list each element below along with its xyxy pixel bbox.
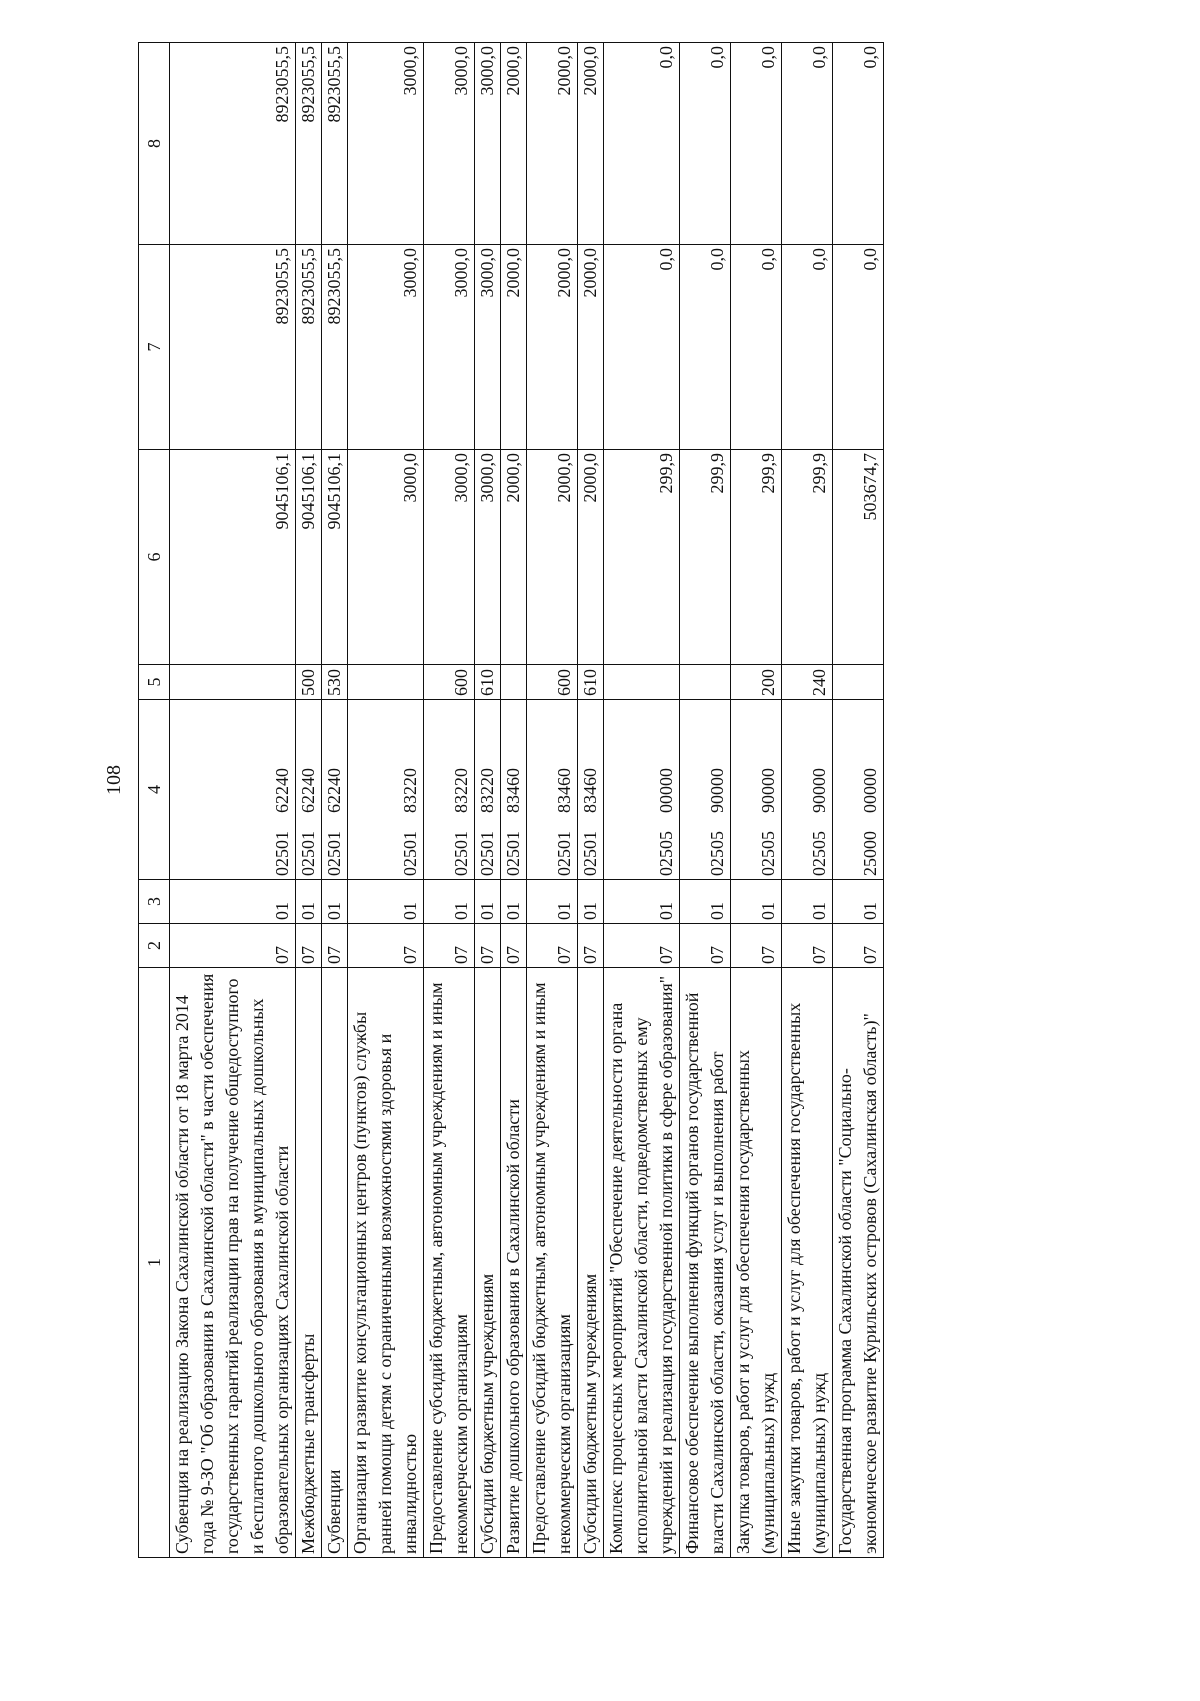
target-article-cell: [782, 700, 833, 880]
section-code-cell: 07: [296, 924, 322, 968]
amount-col-7-cell: 8923055,5: [170, 245, 296, 450]
target-article-part-a: 02501: [324, 831, 344, 876]
target-article-cell: [475, 700, 501, 880]
table-body: [170, 43, 884, 1558]
target-article-part-b: 90000: [758, 768, 778, 813]
row-name-cell: Субсидии бюджетным учреждениям: [578, 968, 604, 1558]
target-article-part-a: 25000: [860, 831, 880, 876]
target-article-part-b: 83220: [477, 768, 497, 813]
subsection-code-cell: 01: [322, 880, 348, 924]
amount-col-6-cell: 3000,0: [475, 450, 501, 665]
header-col-7: 7: [139, 245, 170, 450]
target-article-cell: [296, 700, 322, 880]
table-row: [501, 43, 527, 1558]
target-article-cell: [680, 700, 731, 880]
subsection-code-cell: 01: [680, 880, 731, 924]
expense-type-cell: [833, 665, 884, 700]
table-row: [424, 43, 475, 1558]
row-name-cell: Финансовое обеспечение выполнения функций органов государственной власти Сахалинской области, оказания услуг и выполнения работ: [680, 968, 731, 1558]
amount-col-8-cell: 3000,0: [348, 43, 424, 245]
amount-col-7-cell: 8923055,5: [296, 245, 322, 450]
amount-col-7-cell: 0,0: [833, 245, 884, 450]
amount-col-8-cell: 2000,0: [527, 43, 578, 245]
amount-col-6-cell: 503674,7: [833, 450, 884, 665]
row-name-cell: Субсидии бюджетным учреждениям: [475, 968, 501, 1558]
table-row: [475, 43, 501, 1558]
table-row: [782, 43, 833, 1558]
target-article-cell: [501, 700, 527, 880]
section-code-cell: 07: [604, 924, 680, 968]
amount-col-7-cell: 3000,0: [475, 245, 501, 450]
rotated-table-wrapper: [138, 42, 884, 1558]
amount-col-6-cell: 9045106,1: [296, 450, 322, 665]
target-article-cell: [604, 700, 680, 880]
amount-col-7-cell: 2000,0: [501, 245, 527, 450]
table-row: [527, 43, 578, 1558]
budget-table: [138, 42, 884, 1558]
expense-type-cell: [501, 665, 527, 700]
section-code-cell: 07: [833, 924, 884, 968]
section-code-cell: 07: [731, 924, 782, 968]
target-article-part-a: 02505: [809, 831, 829, 876]
expense-type-cell: [680, 665, 731, 700]
section-code-cell: 07: [424, 924, 475, 968]
amount-col-8-cell: 2000,0: [501, 43, 527, 245]
target-article-part-a: 02501: [451, 831, 471, 876]
table-row: [833, 43, 884, 1558]
amount-col-7-cell: 2000,0: [527, 245, 578, 450]
amount-col-7-cell: 3000,0: [348, 245, 424, 450]
target-article-part-a: 02501: [298, 831, 318, 876]
section-code-cell: 07: [322, 924, 348, 968]
section-code-cell: 07: [170, 924, 296, 968]
expense-type-cell: [604, 665, 680, 700]
target-article-part-b: 62240: [298, 768, 318, 813]
target-article-part-b: 62240: [272, 768, 292, 813]
header-col-8: 8: [139, 43, 170, 245]
header-col-1: 1: [139, 968, 170, 1558]
amount-col-8-cell: 0,0: [604, 43, 680, 245]
expense-type-cell: 530: [322, 665, 348, 700]
header-col-6: 6: [139, 450, 170, 665]
amount-col-6-cell: 2000,0: [527, 450, 578, 665]
row-name-cell: Организация и развитие консультационных центров (пунктов) службы ранней помощи детям с ограниченными возможностями здоровья и инвалидностью: [348, 968, 424, 1558]
subsection-code-cell: 01: [424, 880, 475, 924]
row-name-cell: Иные закупки товаров, работ и услуг для обеспечения государственных (муниципальных) нужд: [782, 968, 833, 1558]
amount-col-7-cell: 0,0: [680, 245, 731, 450]
amount-col-6-cell: 299,9: [782, 450, 833, 665]
target-article-cell: [833, 700, 884, 880]
target-article-cell: [322, 700, 348, 880]
amount-col-6-cell: 2000,0: [578, 450, 604, 665]
target-article-part-a: 02501: [503, 831, 523, 876]
header-col-4: 4: [139, 700, 170, 880]
section-code-cell: 07: [501, 924, 527, 968]
subsection-code-cell: 01: [604, 880, 680, 924]
target-article-part-a: 02505: [758, 831, 778, 876]
target-article-part-a: 02501: [580, 831, 600, 876]
amount-col-6-cell: 2000,0: [501, 450, 527, 665]
expense-type-cell: 600: [527, 665, 578, 700]
target-article-part-a: 02501: [554, 831, 574, 876]
page-number: 108: [103, 765, 125, 795]
table-row: [604, 43, 680, 1558]
expense-type-cell: [170, 665, 296, 700]
row-name-cell: Предоставление субсидий бюджетным, автономным учреждениям и иным некоммерческим организациям: [527, 968, 578, 1558]
expense-type-cell: 200: [731, 665, 782, 700]
table-row: [680, 43, 731, 1558]
subsection-code-cell: 01: [782, 880, 833, 924]
amount-col-8-cell: 8923055,5: [170, 43, 296, 245]
target-article-part-a: 02501: [400, 831, 420, 876]
target-article-part-a: 02501: [477, 831, 497, 876]
row-name-cell: Субвенция на реализацию Закона Сахалинской области от 18 марта 2014 года № 9-ЗО "Об образовании в Сахалинской области" в части обеспечения государственных гарантий реализации прав на получение общедоступного и бесплатного дошкольного образования в муниципальных дошкольных образовательных организациях Сахалинской области: [170, 968, 296, 1558]
row-name-cell: Развитие дошкольного образования в Сахалинской области: [501, 968, 527, 1558]
amount-col-8-cell: 3000,0: [475, 43, 501, 245]
target-article-part-b: 62240: [324, 768, 344, 813]
target-article-part-b: 00000: [860, 768, 880, 813]
expense-type-cell: 610: [475, 665, 501, 700]
amount-col-8-cell: 0,0: [680, 43, 731, 245]
amount-col-7-cell: 0,0: [782, 245, 833, 450]
amount-col-8-cell: 2000,0: [578, 43, 604, 245]
amount-col-8-cell: 0,0: [833, 43, 884, 245]
expense-type-cell: 610: [578, 665, 604, 700]
target-article-part-b: 90000: [809, 768, 829, 813]
expense-type-cell: 240: [782, 665, 833, 700]
target-article-cell: [348, 700, 424, 880]
target-article-part-b: 83220: [400, 768, 420, 813]
subsection-code-cell: 01: [731, 880, 782, 924]
amount-col-6-cell: 9045106,1: [170, 450, 296, 665]
subsection-code-cell: 01: [578, 880, 604, 924]
target-article-cell: [578, 700, 604, 880]
amount-col-6-cell: 299,9: [604, 450, 680, 665]
target-article-part-b: 83460: [503, 768, 523, 813]
expense-type-cell: [348, 665, 424, 700]
amount-col-6-cell: 9045106,1: [322, 450, 348, 665]
amount-col-7-cell: 0,0: [604, 245, 680, 450]
row-name-cell: Государственная программа Сахалинской области "Социально-экономическое развитие Курильских островов (Сахалинская область)": [833, 968, 884, 1558]
section-code-cell: 07: [348, 924, 424, 968]
section-code-cell: 07: [527, 924, 578, 968]
amount-col-6-cell: 3000,0: [348, 450, 424, 665]
target-article-cell: [527, 700, 578, 880]
amount-col-8-cell: 0,0: [782, 43, 833, 245]
row-name-cell: Предоставление субсидий бюджетным, автономным учреждениям и иным некоммерческим организациям: [424, 968, 475, 1558]
amount-col-8-cell: 3000,0: [424, 43, 475, 245]
row-name-cell: Комплекс процессных мероприятий "Обеспечение деятельности органа исполнительной власти Сахалинской области, подведомственных ему учреждений и реализация государственной политики в сфере образования": [604, 968, 680, 1558]
header-col-2: 2: [139, 924, 170, 968]
section-code-cell: 07: [782, 924, 833, 968]
amount-col-8-cell: 0,0: [731, 43, 782, 245]
table-row: [322, 43, 348, 1558]
target-article-part-a: 02505: [656, 831, 676, 876]
amount-col-7-cell: 2000,0: [578, 245, 604, 450]
header-row: [139, 43, 170, 1558]
amount-col-6-cell: 3000,0: [424, 450, 475, 665]
section-code-cell: 07: [475, 924, 501, 968]
subsection-code-cell: 01: [501, 880, 527, 924]
target-article-cell: [170, 700, 296, 880]
header-col-5: 5: [139, 665, 170, 700]
target-article-part-a: 02505: [707, 831, 727, 876]
amount-col-7-cell: 3000,0: [424, 245, 475, 450]
subsection-code-cell: 01: [170, 880, 296, 924]
amount-col-6-cell: 299,9: [731, 450, 782, 665]
row-name-cell: Межбюджетные трансферты: [296, 968, 322, 1558]
target-article-part-b: 83460: [554, 768, 574, 813]
target-article-part-b: 90000: [707, 768, 727, 813]
amount-col-7-cell: 0,0: [731, 245, 782, 450]
target-article-part-b: 00000: [656, 768, 676, 813]
table-row: [170, 43, 296, 1558]
target-article-cell: [424, 700, 475, 880]
expense-type-cell: 600: [424, 665, 475, 700]
subsection-code-cell: 01: [296, 880, 322, 924]
subsection-code-cell: 01: [833, 880, 884, 924]
amount-col-6-cell: 299,9: [680, 450, 731, 665]
amount-col-8-cell: 8923055,5: [296, 43, 322, 245]
expense-type-cell: 500: [296, 665, 322, 700]
target-article-part-a: 02501: [272, 831, 292, 876]
target-article-cell: [731, 700, 782, 880]
subsection-code-cell: 01: [475, 880, 501, 924]
row-name-cell: Закупка товаров, работ и услуг для обеспечения государственных (муниципальных) нужд: [731, 968, 782, 1558]
table-row: [731, 43, 782, 1558]
amount-col-8-cell: 8923055,5: [322, 43, 348, 245]
subsection-code-cell: 01: [527, 880, 578, 924]
section-code-cell: 07: [680, 924, 731, 968]
target-article-part-b: 83220: [451, 768, 471, 813]
header-col-3: 3: [139, 880, 170, 924]
section-code-cell: 07: [578, 924, 604, 968]
subsection-code-cell: 01: [348, 880, 424, 924]
table-row: [348, 43, 424, 1558]
table-row: [578, 43, 604, 1558]
target-article-part-b: 83460: [580, 768, 600, 813]
table-row: [296, 43, 322, 1558]
amount-col-7-cell: 8923055,5: [322, 245, 348, 450]
row-name-cell: Субвенции: [322, 968, 348, 1558]
